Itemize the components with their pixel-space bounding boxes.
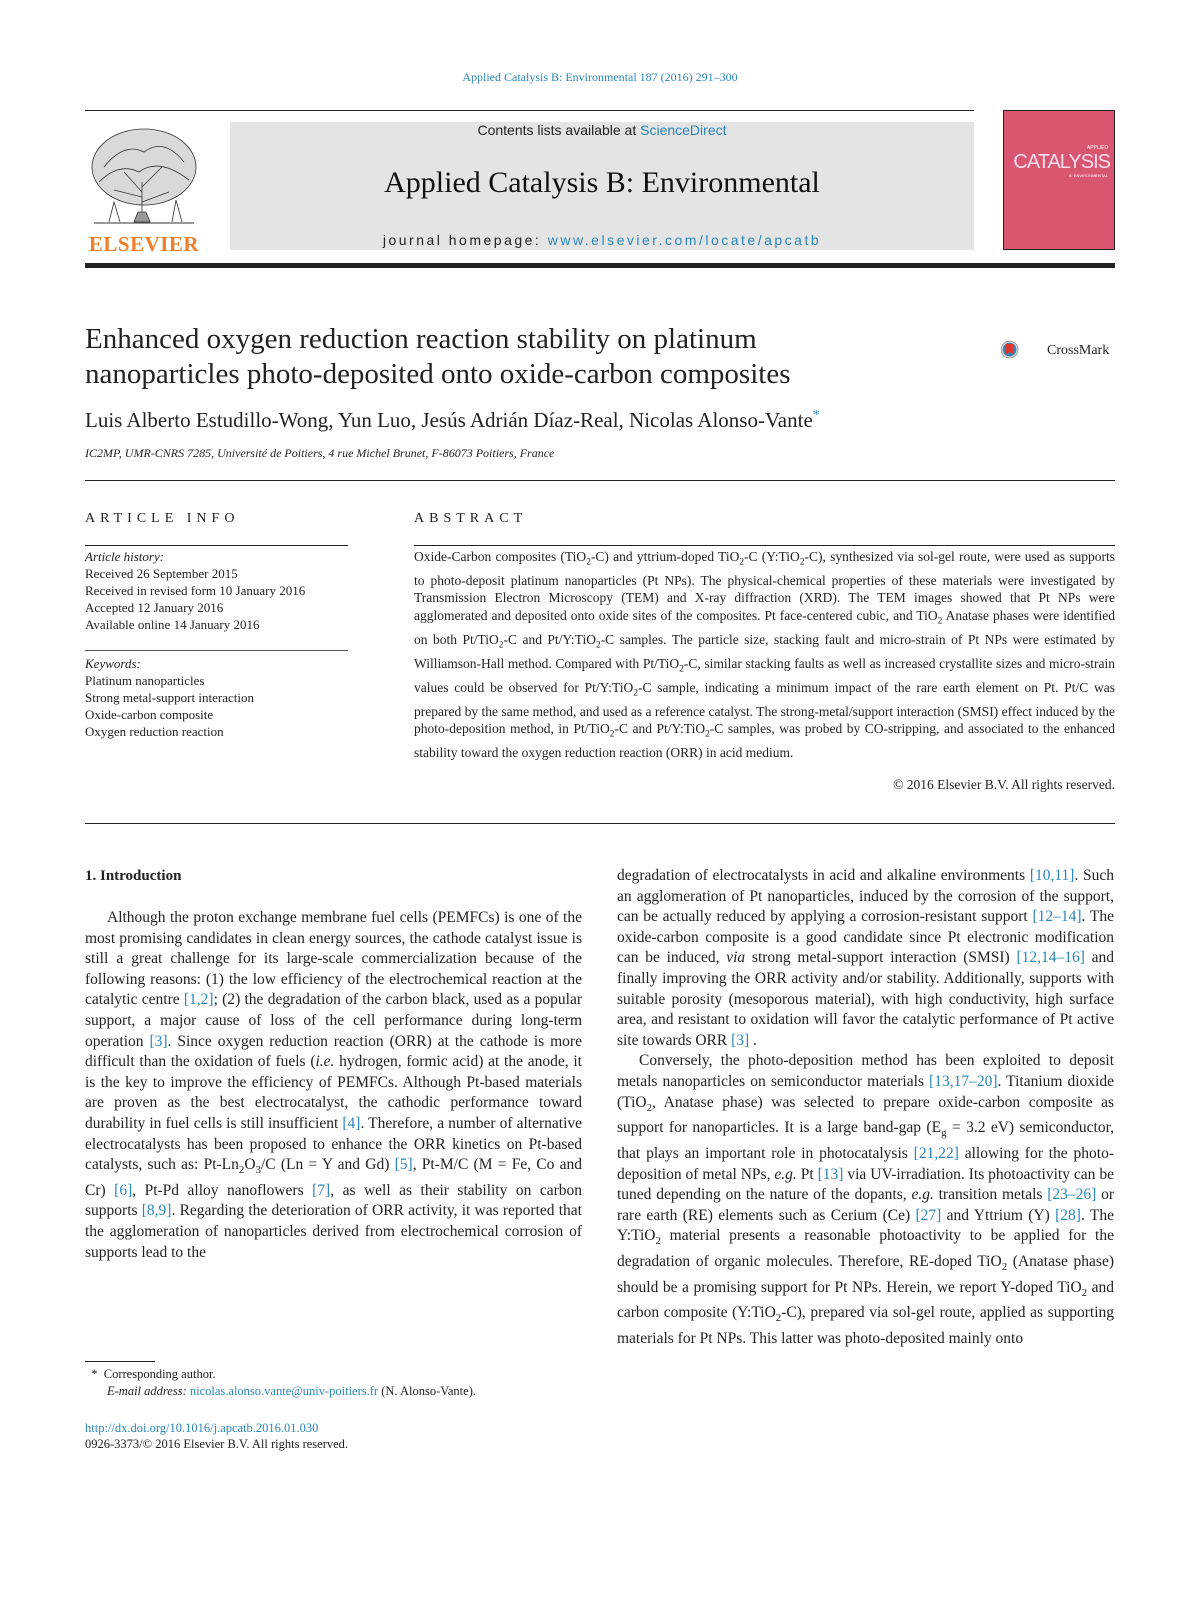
- citation-link[interactable]: [13,17–20]: [929, 1072, 998, 1090]
- received-date: Received 26 September 2015: [85, 566, 238, 581]
- top-rule: [85, 110, 974, 111]
- issn-line: 0926-3373/© 2016 Elsevier B.V. All rights reserved.: [85, 1437, 349, 1451]
- keyword-item: Platinum nanoparticles: [85, 673, 205, 688]
- history-label: Article history:: [85, 549, 165, 564]
- email-label: E-mail address:: [107, 1384, 190, 1398]
- homepage-prefix: journal homepage:: [382, 232, 548, 248]
- citation-link[interactable]: [3]: [731, 1031, 750, 1049]
- contents-line: [230, 122, 974, 138]
- keywords-label: Keywords:: [85, 656, 141, 671]
- corresponding-text: Corresponding author.: [103, 1367, 216, 1381]
- doi-block: [85, 1420, 348, 1452]
- online-date: Available online 14 January 2016: [85, 617, 260, 632]
- citation-link[interactable]: [3]: [149, 1032, 168, 1050]
- homepage-link[interactable]: www.elsevier.com/locate/apcatb: [547, 232, 822, 248]
- revised-date: Received in revised form 10 January 2016: [85, 583, 306, 598]
- intro-column-2: [617, 866, 1114, 1350]
- footnote-rule: [85, 1361, 155, 1362]
- abstract-copyright: © 2016 Elsevier B.V. All rights reserved.: [893, 777, 1115, 792]
- citation-link[interactable]: [7]: [312, 1181, 331, 1199]
- cover-catalysis-text: CATALYSIS: [1013, 151, 1110, 173]
- keywords-block: [85, 655, 348, 740]
- elsevier-wordmark: ELSEVIER: [88, 232, 200, 256]
- keyword-item: Oxide-carbon composite: [85, 707, 214, 722]
- abstract-rule: [414, 545, 1115, 546]
- title-line-2: nanoparticles photo-deposited onto oxide-carbon composites: [85, 358, 791, 390]
- sciencedirect-link[interactable]: ScienceDirect: [640, 122, 727, 138]
- citation-link[interactable]: [27]: [915, 1206, 942, 1224]
- citation-link[interactable]: [28]: [1055, 1206, 1081, 1224]
- citation-link[interactable]: [5]: [394, 1156, 413, 1174]
- citation-link[interactable]: [23–26]: [1047, 1186, 1097, 1204]
- citation-link[interactable]: [12,14–16]: [1016, 949, 1085, 967]
- citation-link[interactable]: [10,11]: [1029, 867, 1075, 884]
- col2-paragraph-2: Conversely, the photo-deposition method has been exploited to deposit metals nanoparticles on semiconductor materials [13,17–20]. Titanium dioxide (TiO$_2$, Anatase phase) was selected to prepare oxide-carbon composite as support for nanoparticles. It is a large band-gap ($E_g = 3.2$ eV) semiconductor, that plays an important role in photocatalysis [21,22] allowing for the photo-deposition of metal NPs, e.g. Pt [13] via UV-irradiation. Its photoactivity can be tuned depending on the nature of the dopants, e.g. transition metals [23–26] or rare earth (RE) elements such as Cerium (Ce) [27] and Yttrium (Y) [28]. The Y:TiO$_2$ material presents a reasonable photoactivity to be applied for the degradation of organic molecules. Therefore, RE-doped TiO$_2$ (Anatase phase) should be a promising support for Pt NPs. Herein, we report Y-doped TiO$_2$ and carbon composite (Y:TiO$_2$-C), prepared via sol-gel route, applied as supporting materials for Pt NPs. This latter was photo-deposited mainly onto: [617, 1052, 1115, 1348]
- title-line-1: Enhanced oxygen reduction reaction stability on platinum: [85, 323, 757, 355]
- footnote: [85, 1366, 605, 1400]
- info-rule: [85, 545, 348, 546]
- journal-title: Applied Catalysis B: Environmental: [384, 166, 820, 199]
- contents-prefix: Contents lists available at: [477, 122, 641, 138]
- abstract-end-rule: [85, 823, 1115, 824]
- abstract-heading: ABSTRACT: [414, 511, 528, 526]
- doi-link[interactable]: http://dx.doi.org/10.1016/j.apcatb.2016.01.030: [85, 1421, 319, 1435]
- email-link[interactable]: nicolas.alonso.vante@univ-poitiers.fr: [189, 1384, 379, 1398]
- email-line: [85, 1383, 605, 1400]
- keyword-item: Oxygen reduction reaction: [85, 724, 224, 739]
- email-suffix: (N. Alonso-Vante).: [378, 1384, 476, 1398]
- journal-cover-image[interactable]: [1003, 110, 1115, 250]
- intro-column-1: Although the proton exchange membrane fuel cells (PEMFCs) is one of the most promising candidates in clean energy sources, the cathode catalyst issue is still a great challenge for its large-scale commercialization because of the following reasons: (1) the low efficiency of the electrochemical reaction at the catalytic centre [1,2]; (2) the degradation of the carbon black, used as a popular support, a major cause of loss of the cell performance during long-term operation [3]. Since oxygen reduction reaction (ORR) at the cathode is more difficult than the oxidation of fuels (i.e. hydrogen, formic acid) at the anode, it is the key to improve the efficiency of PEMFCs. Although Pt-based materials are proven as the best electrocatalyst, the cathodic performance toward durability in fuel cells is still insufficient [4]. Therefore, a number of alternative electrocatalysts has been proposed to enhance the ORR kinetics on Pt-based catalysts, such as: $Pt-Ln_2O_3/C$ (Ln = Y and Gd) [5], Pt-M/C (M = Fe, Co and Cr) [6], Pt-Pd alloy nanoflowers [7], as well as their stability on carbon supports [8,9]. Regarding the deterioration of ORR activity, it was reported that the agglomeration of nanoparticles derived from electrochemical corrosion of supports lead to the: [85, 909, 583, 1261]
- header-thick-rule: [85, 263, 1115, 268]
- cover-applied-text: APPLIED: [1086, 145, 1108, 151]
- cover-env-text: B: ENVIRONMENTAL: [1068, 173, 1108, 178]
- article-info-heading: ARTICLE INFO: [85, 511, 240, 526]
- citation-link[interactable]: [1,2]: [183, 991, 214, 1009]
- introduction-heading: 1. Introduction: [85, 868, 182, 884]
- citation-link[interactable]: [21,22]: [913, 1144, 959, 1162]
- keywords-rule: [85, 650, 348, 651]
- homepage-line: [230, 232, 974, 248]
- crossmark-label[interactable]: CrossMark: [1047, 343, 1110, 358]
- crossmark-icon[interactable]: [1000, 326, 1048, 374]
- citation-link[interactable]: [12–14]: [1032, 908, 1082, 926]
- author-list: [85, 408, 820, 433]
- citation-link[interactable]: [8,9]: [141, 1202, 172, 1220]
- citation-link[interactable]: [4]: [342, 1114, 361, 1132]
- affiliation: IC2MP, UMR-CNRS 7285, Université de Poitiers, 4 rue Michel Brunet, F-86073 Poitiers, France: [85, 446, 555, 460]
- keyword-item: Strong metal-support interaction: [85, 690, 254, 705]
- authors-text: Luis Alberto Estudillo-Wong, Yun Luo, Jesús Adrián Díaz-Real, Nicolas Alonso-Vante: [85, 408, 813, 432]
- corresponding-author-note: [85, 1366, 605, 1383]
- footnote-mark: *: [91, 1367, 98, 1381]
- article-title: [85, 322, 985, 392]
- journal-reference[interactable]: Applied Catalysis B: Environmental 187 (2016) 291–300: [462, 70, 738, 84]
- title-rule: [85, 480, 1115, 481]
- abstract-body: Oxide-Carbon composites (TiO$_2$-C) and yttrium-doped TiO$_2$-C (Y:TiO$_2$-C), synthesized via sol-gel route, were used as supports to photo-deposit platinum nanoparticles (Pt NPs). The physical-chemical properties of these materials were investigated by Transmission Electron Microscopy (TEM) and X-ray diffraction (XRD). The TEM images showed that Pt NPs were agglomerated and deposited onto oxide sites of the composites. Pt face-centered cubic, and TiO$_2$ Anatase phases were identified on both Pt/TiO$_2$-C and Pt/Y:TiO$_2$-C samples. The particle size, stacking fault and micro-strain of Pt NPs were estimated by Williamson-Hall method. Compared with Pt/TiO$_2$-C, similar stacking faults as well as increased crystallite sizes and micro-strain values could be observed for Pt/Y:TiO$_2$-C sample, indicating a minimum impact of the rare earth element on Pt. Pt/C was prepared by the same method, and used as a reference catalyst. The strong-metal/support interaction (SMSI) effect induced by the photo-deposition method, in Pt/TiO$_2$-C and Pt/Y:TiO$_2$-C samples, was probed by CO-stripping, and associated to the enhanced stability toward the oxygen reduction reaction (ORR) in acid medium.: [414, 549, 1116, 760]
- article-history: [85, 548, 348, 633]
- col2-paragraph-1: degradation of electrocatalysts in acid and alkaline environments [10,11]. Such an agglomeration of Pt nanoparticles, induced by the corrosion of the support, can be actually reduced by applying a corrosion-resistant support [12–14]. The oxide-carbon composite is a good candidate since Pt electronic modification can be induced, via strong metal-support interaction (SMSI) [12,14–16] and finally improving the ORR activity and/or stability. Additionally, supports with suitable porosity (mesoporous material), with high conductivity, high surface area, and resistant to oxidation will favor the catalytic performance of Pt active site towards ORR [3] .: [617, 867, 1115, 1049]
- accepted-date: Accepted 12 January 2016: [85, 600, 224, 615]
- citation-link[interactable]: [13]: [817, 1165, 844, 1183]
- citation-link[interactable]: [6]: [114, 1181, 133, 1199]
- corresponding-author-mark[interactable]: *: [812, 408, 820, 423]
